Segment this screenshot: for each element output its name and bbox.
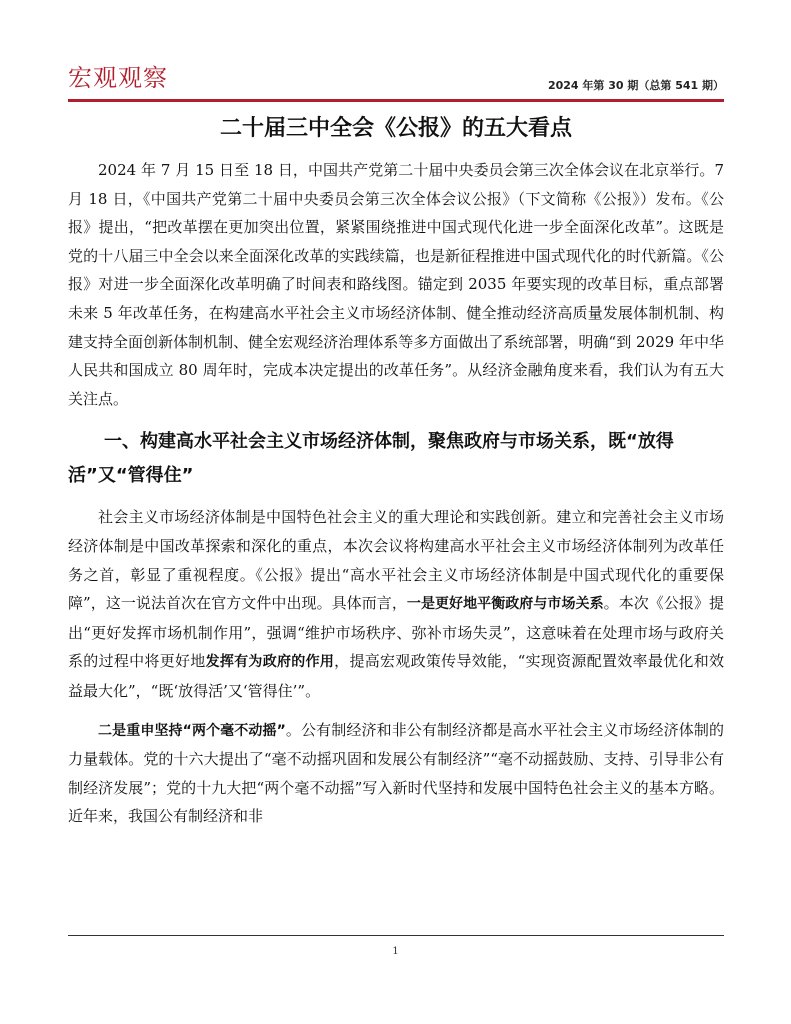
page-number: 1 (392, 946, 399, 957)
brand-title: 宏观观察 (68, 64, 168, 92)
article-body (68, 156, 724, 841)
emphasis-text: 发挥有为政府的作用 (205, 654, 335, 671)
paragraph-text: 社会主义市场经济体制是中国特色社会主义的重大理论和实践创新。建立和完善社会主义市场经济体制是中国改革探索和深化的重点，本次会议将构建高水平社会主义市场经济体制列为改革任务之首，彰显了重视程度。《公报》提出“高水平社会主义市场经济体制是中国式现代化的重要保障”，这一说法首次在官方文件中出现。具体而言， (68, 508, 724, 613)
paragraph-text: 。公有制经济和非公有制经济都是高水平社会主义市场经济体制的力量载体。党的十六大提出了“毫不动摇巩固和发展公有制经济”“毫不动摇鼓励、支持、引导非公有制经济发展”；党的十九大把“两个毫不动摇”写入新时代坚持和发展中国特色社会主义的基本方略。近年来，我国公有制经济和非 (68, 720, 724, 826)
article-title: 二十届三中全会《公报》的五大看点 (219, 116, 572, 141)
issue-info: 2024 年第 30 期（总第 541 期） (547, 79, 724, 92)
section-paragraph (68, 503, 724, 705)
footer-divider (68, 935, 724, 936)
paragraph-text: 。本次《公报》提出“更好发挥市场机制作用”，强调“维护市场秩序、弥补市场失灵”，这意味着在处理市场与政府关系的过程中将更好地 (68, 594, 725, 671)
header-divider (68, 99, 724, 102)
section-heading: 一、构建高水平社会主义市场经济体制，聚焦政府与市场关系，既“放得活”又“管得住” (68, 431, 674, 487)
intro-paragraph: 2024 年 7 月 15 日至 18 日，中国共产党第二十届中央委员会第三次全体会议在北京举行。7 月 18 日，《中国共产党第二十届中央委员会第三次全体会议公报》（下文简称《公报》）发布。《公报》提出，“把改革摆在更加突出位置，紧紧围绕推进中国式现代化进一步全面深化改革”。这既是党的十八届三中全会以来全面深化改革的实践续篇，也是新征程推进中国式现代化的时代新篇。《公报》对进一步全面深化改革明确了时间表和路线图。锚定到 2035 年要实现的改革目标，重点部署未来 5 年改革任务，在构建高水平社会主义市场经济体制、健全推动经济高质量发展体制机制、构建支持全面创新体制机制、健全宏观经济治理体系等多方面做出了系统部署，明确“到 2029 年中华人民共和国成立 80 周年时，完成本决定提出的改革任务”。从经济金融角度来看，我们认为有五大关注点。 (68, 161, 724, 408)
emphasis-text: 二是重申坚持“两个毫不动摇” (98, 722, 286, 739)
section-paragraph (68, 716, 724, 831)
page-header (68, 64, 724, 98)
paragraph-text: ，提高宏观政策传导效能，“实现资源配置效率最优化和效益最大化”，“既‘放得活’又‘管得住’”。 (68, 652, 724, 700)
emphasis-text: 一是更好地平衡政府与市场关系 (406, 596, 604, 613)
